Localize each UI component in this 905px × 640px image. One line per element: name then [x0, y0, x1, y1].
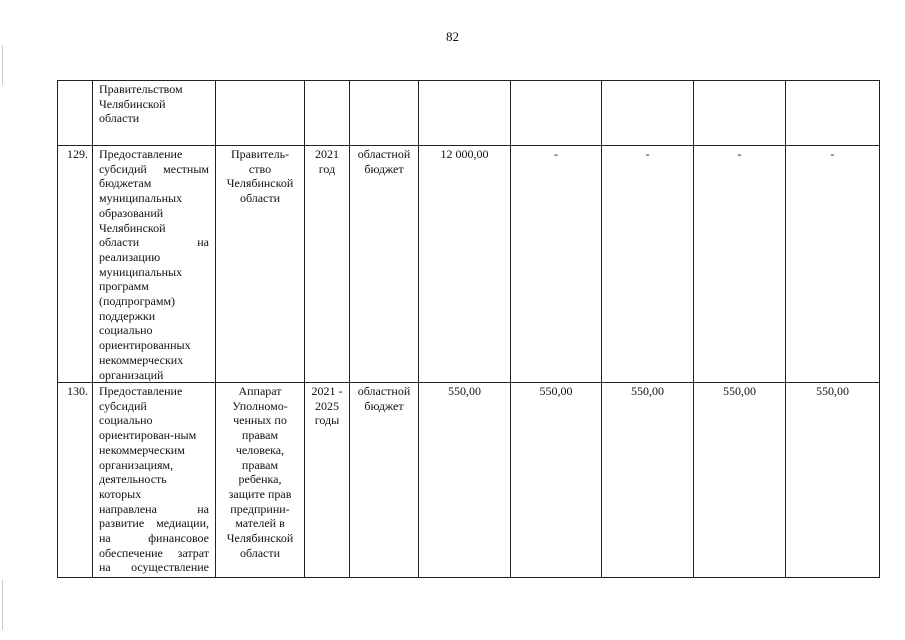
- text-line: [99, 428, 209, 443]
- word: Предоставление: [99, 384, 183, 398]
- row-value-year: 550,00: [539, 384, 573, 398]
- text-line: [99, 560, 209, 575]
- row-value-year: 550,00: [631, 384, 664, 398]
- text-line: бюджет: [364, 398, 404, 413]
- text-line: Челябинской: [226, 176, 294, 191]
- text-line: [99, 221, 209, 236]
- word: образований: [99, 205, 164, 220]
- text-line: предприни-: [230, 501, 290, 516]
- column-divider: [879, 80, 880, 578]
- word: на: [197, 235, 209, 250]
- word: медиации,: [156, 516, 209, 531]
- row-value-year: 550,00: [816, 384, 849, 398]
- text-line: годы: [314, 413, 340, 428]
- text-line: Правитель-: [230, 147, 290, 161]
- word: Предоставление: [99, 147, 183, 161]
- text-line: [99, 399, 209, 414]
- row-value-total: 550,00: [448, 384, 481, 398]
- row-executor: [216, 147, 304, 206]
- column-divider: [92, 80, 93, 578]
- word: муниципальных: [99, 264, 183, 279]
- text-line: областной: [357, 147, 411, 161]
- word: социально: [99, 413, 153, 428]
- text-line: [99, 206, 209, 221]
- row-divider: [57, 145, 880, 146]
- continuation-cell: [99, 82, 213, 126]
- row-value-year: -: [737, 147, 742, 161]
- word: организациям,: [99, 457, 174, 472]
- row-value-year: 550,00: [723, 384, 756, 398]
- word: муниципальных: [99, 191, 183, 206]
- text-line: мателей в: [235, 516, 285, 531]
- word: субсидий: [99, 398, 147, 413]
- word: организаций: [99, 367, 164, 382]
- word: некоммерческих: [99, 352, 184, 367]
- text-line: [99, 250, 209, 265]
- text-line: [99, 294, 209, 309]
- page-number: 82: [446, 29, 459, 44]
- text-line: [99, 502, 209, 517]
- row-funding-source: [350, 384, 418, 413]
- text-line: [99, 191, 209, 206]
- text-line: [99, 338, 209, 353]
- scan-edge-mark: [2, 580, 3, 630]
- row-period: [305, 384, 349, 428]
- word: местным: [163, 161, 209, 176]
- text-line: [99, 176, 209, 191]
- word: поддержки: [99, 308, 156, 323]
- text-line: [99, 531, 209, 546]
- text-line: [99, 235, 209, 250]
- text-line: год: [318, 161, 336, 176]
- text-line: Правительством: [99, 82, 183, 96]
- text-line: [99, 516, 209, 531]
- text-line: областной: [357, 384, 411, 398]
- text-line: бюджет: [364, 161, 404, 176]
- row-value-year: -: [645, 147, 650, 161]
- text-line: ребенка,: [238, 472, 282, 487]
- row-description: [99, 147, 209, 382]
- text-line: [99, 443, 209, 458]
- row-number: 129.: [67, 147, 88, 161]
- word: финансовое: [148, 531, 209, 546]
- word: ориентированных: [99, 338, 191, 353]
- text-line: Уполномо-: [232, 398, 288, 413]
- word: осуществление: [131, 560, 209, 575]
- row-number: 130.: [67, 384, 88, 398]
- text-line: [99, 162, 209, 177]
- word: на: [99, 560, 111, 575]
- text-line: области: [239, 545, 281, 560]
- text-line: Челябинской: [99, 96, 166, 111]
- word: области: [99, 235, 140, 250]
- word: развитие: [99, 516, 145, 531]
- row-value-year: -: [554, 147, 558, 161]
- text-line: человека,: [235, 442, 285, 457]
- word: обеспечение: [99, 545, 163, 560]
- word: бюджетам: [99, 176, 152, 191]
- text-line: области: [239, 191, 281, 206]
- word: социально: [99, 323, 153, 338]
- text-line: [99, 265, 209, 280]
- word: Челябинской: [99, 220, 166, 235]
- text-line: [99, 546, 209, 561]
- text-line: 2021 -: [311, 384, 343, 398]
- table-line-top: [57, 80, 880, 81]
- row-executor: [216, 384, 304, 560]
- text-line: ченных по: [233, 413, 287, 428]
- word: программ: [99, 279, 149, 294]
- word: деятельность: [99, 472, 167, 487]
- word: которых: [99, 486, 142, 501]
- text-line: [99, 147, 209, 162]
- text-line: 2025: [315, 398, 339, 413]
- text-line: [99, 458, 209, 473]
- word: реализацию: [99, 249, 161, 264]
- word: некоммерческим: [99, 442, 185, 457]
- text-line: [99, 487, 209, 502]
- word: ориентирован-ным: [99, 428, 197, 443]
- table-line-bottom: [57, 577, 880, 578]
- text-line: [99, 384, 209, 399]
- word: затрат: [177, 545, 209, 560]
- word: на: [197, 501, 209, 516]
- row-funding-source: [350, 147, 418, 176]
- text-line: [99, 472, 209, 487]
- word: субсидий: [99, 161, 147, 176]
- text-line: Аппарат: [238, 384, 282, 398]
- text-line: [99, 279, 209, 294]
- text-line: [99, 309, 209, 324]
- row-period: [305, 147, 349, 176]
- row-value-year: -: [830, 147, 835, 161]
- text-line: [99, 323, 209, 338]
- row-value-total: 12 000,00: [440, 147, 489, 161]
- text-line: правам: [241, 428, 279, 443]
- text-line: 2021: [315, 147, 339, 161]
- text-line: области: [99, 111, 140, 126]
- text-line: [99, 368, 209, 383]
- word: (подпрограмм): [99, 294, 176, 309]
- word: направлена: [99, 501, 157, 516]
- text-line: [99, 413, 209, 428]
- text-line: Челябинской: [226, 531, 294, 546]
- text-line: ство: [248, 161, 272, 176]
- row-description: [99, 384, 209, 575]
- scan-edge-mark: [2, 45, 3, 85]
- text-line: [99, 353, 209, 368]
- word: на: [99, 531, 111, 546]
- text-line: защите прав: [228, 486, 292, 501]
- text-line: правам: [241, 457, 279, 472]
